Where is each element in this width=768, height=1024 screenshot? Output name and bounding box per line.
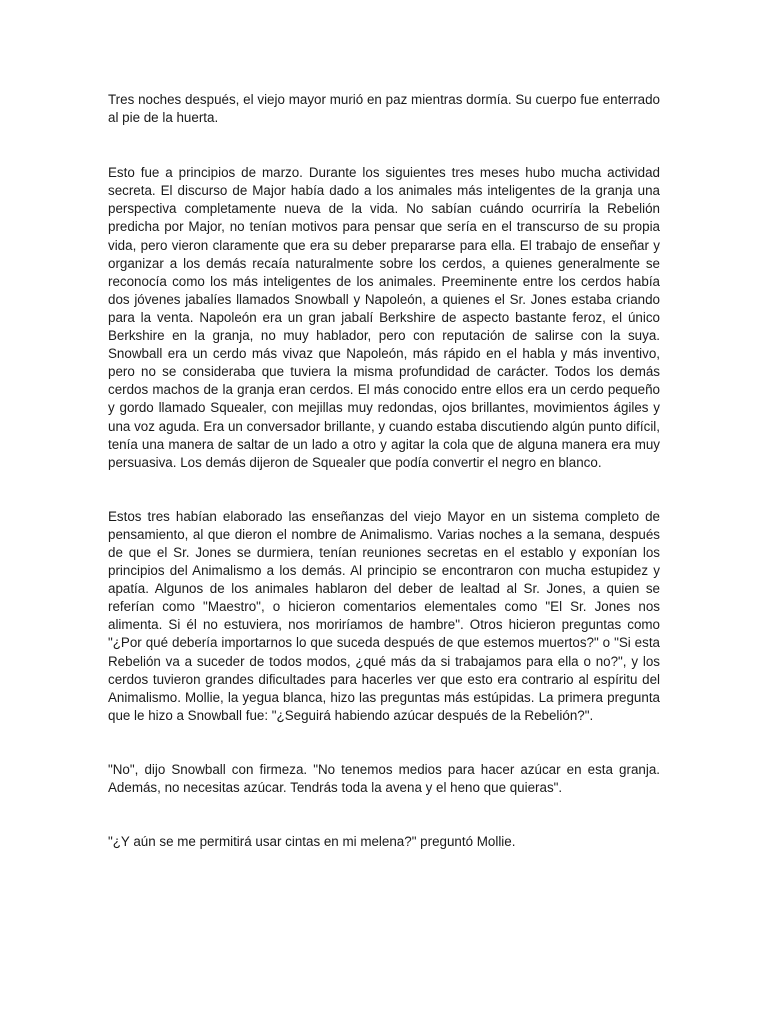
- document-page: [108, 91, 660, 851]
- paragraph-1: Tres noches después, el viejo mayor murió en paz mientras dormía. Su cuerpo fue enterrado al pie de la huerta.: [108, 92, 660, 126]
- paragraph-4: "No", dijo Snowball con firmeza. "No tenemos medios para hacer azúcar en esta granja. Además, no necesitas azúcar. Tendrás toda la avena y el heno que quieras".: [108, 761, 660, 795]
- paragraph-3: Estos tres habían elaborado las enseñanzas del viejo Mayor en un sistema completo de pensamiento, al que dieron el nombre de Animalismo. Varias noches a la semana, después de que el Sr. Jones se durmiera, tenían reuniones secretas en el establo y exponían los principios del Animalismo a los demás. Al principio se encontraron con mucha estupidez y apatía. Algunos de los animales hablaron del deber de lealtad al Sr. Jones, a quien se referían como "Maestro", o hicieron comentarios elementales como "El Sr. Jones nos alimenta. Si él no estuviera, nos moriríamos de hambre". Otros hicieron preguntas como "¿Por qué debería importarnos lo que suceda después de que estemos muertos?" o "Si esta Rebelión va a suceder de todos modos, ¿qué más da si trabajamos para ella o no?", y los cerdos tuvieron grandes dificultades para hacerles ver que esto era contrario al espíritu del Animalismo. Mollie, la yegua blanca, hizo las preguntas más estúpidas. La primera pregunta que le hizo a Snowball fue: "¿Seguirá habiendo azúcar después de la Rebelión?".: [108, 508, 660, 723]
- paragraph-2: Esto fue a principios de marzo. Durante los siguientes tres meses hubo mucha actividad secreta. El discurso de Major había dado a los animales más inteligentes de la granja una perspectiva completamente nueva de la vida. No sabían cuándo ocurriría la Rebelión predicha por Major, no tenían motivos para pensar que sería en el transcurso de su propia vida, pero vieron claramente que era su deber prepararse para ella. El trabajo de enseñar y organizar a los demás recaía naturalmente sobre los cerdos, a quienes generalmente se reconocía como los más inteligentes de los animales. Preeminente entre los cerdos había dos jóvenes jabalíes llamados Snowball y Napoleón, a quienes el Sr. Jones estaba criando para la venta. Napoleón era un gran jabalí Berkshire de aspecto bastante feroz, el único Berkshire en la granja, no muy hablador, pero con reputación de salirse con la suya. Snowball era un cerdo más vivaz que Napoleón, más rápido en el habla y más inventivo, pero no se consideraba que tuviera la misma profundidad de carácter. Todos los demás cerdos machos de la granja eran cerdos. El más conocido entre ellos era un cerdo pequeño y gordo llamado Squealer, con mejillas muy redondas, ojos brillantes, movimientos ágiles y una voz aguda. Era un conversador brillante, y cuando estaba discutiendo algún punto difícil, tenía una manera de saltar de un lado a otro y agitar la cola que de alguna manera era muy persuasiva. Los demás dijeron de Squealer que podía convertir el negro en blanco.: [108, 165, 660, 470]
- paragraph-5: "¿Y aún se me permitirá usar cintas en mi melena?" preguntó Mollie.: [108, 834, 516, 850]
